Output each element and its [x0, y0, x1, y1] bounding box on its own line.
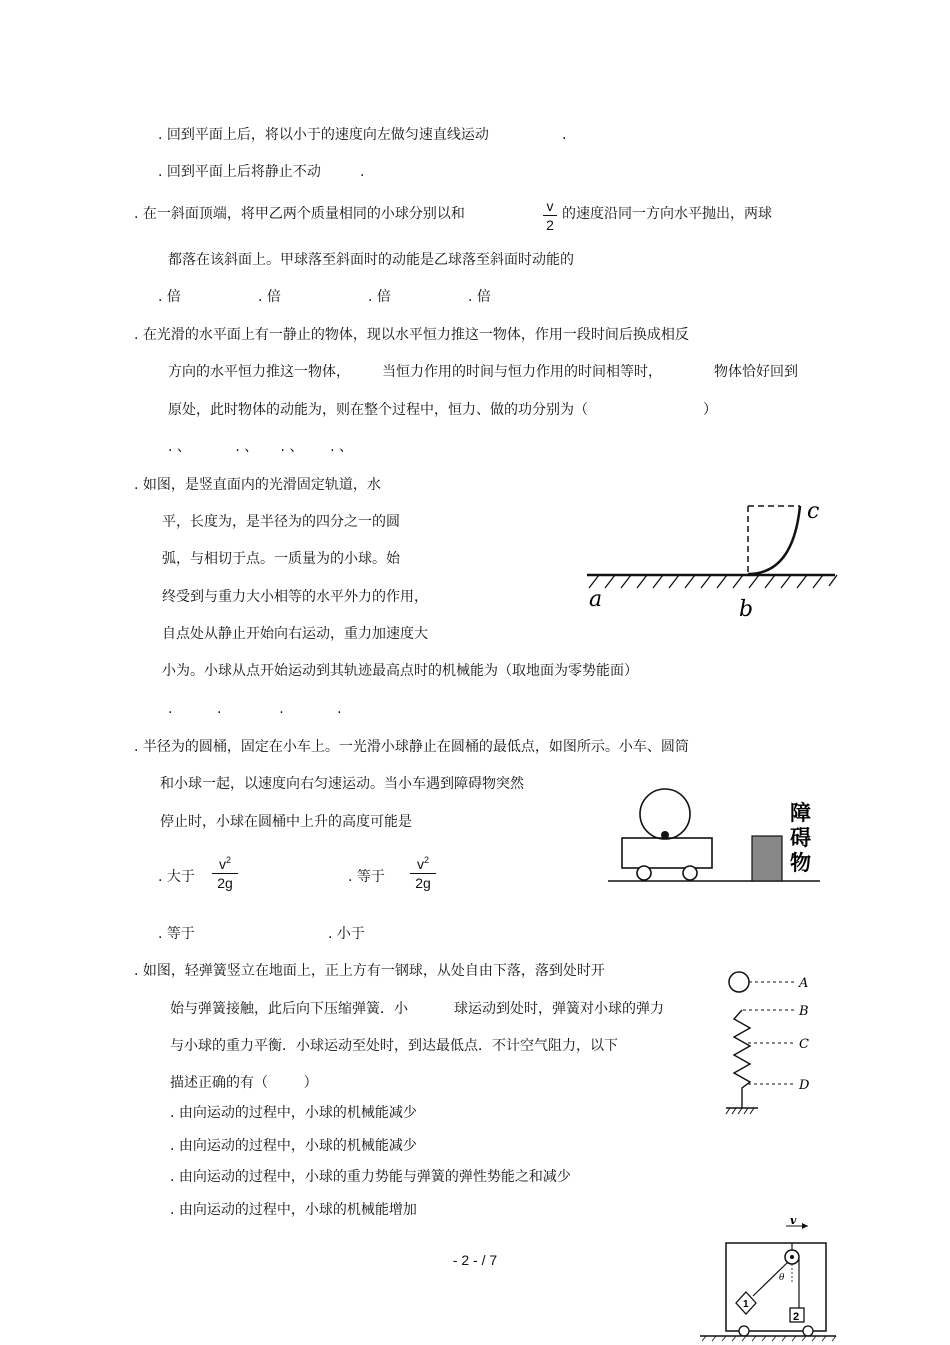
- question-7-option: . 由向运动的过程中，小球的机械能减少: [170, 1105, 417, 1121]
- question-5-options: . . . .: [168, 701, 342, 717]
- question-7-text: . 如图，轻弹簧竖立在地面上，正上方有一钢球，从处自由下落，落到处时开: [134, 963, 605, 979]
- obstacle-label: 障: [790, 801, 811, 825]
- question-5-text: . 如图，是竖直面内的光滑固定轨道，水: [134, 477, 381, 493]
- option-line-end: .: [562, 127, 567, 143]
- question-3-option: . 倍: [258, 289, 281, 305]
- question-7-option: . 由向运动的过程中，小球的机械能减少: [170, 1138, 417, 1154]
- question-7-text: 球运动到处时，弹簧对小球的弹力: [454, 1001, 664, 1017]
- question-3-option: . 倍: [468, 289, 491, 305]
- question-5-text: 平，长度为，是半径为的四分之一的圆: [162, 514, 400, 530]
- question-5-text: 弧，与相切于点。一质量为的小球。始: [162, 551, 400, 567]
- question-4-text: . 在光滑的水平面上有一静止的物体，现以水平恒力推这一物体，作用一段时间后换成相反: [134, 327, 689, 343]
- question-6-text: 停止时，小球在圆桶中上升的高度可能是: [160, 814, 412, 830]
- cart-figure: [606, 780, 826, 886]
- question-5-text: 终受到与重力大小相等的水平外力的作用，: [162, 589, 428, 605]
- question-6-text: 和小球一起，以速度向右匀速运动。当小车遇到障碍物突然: [160, 776, 524, 792]
- question-6-option: . 等于: [348, 869, 385, 885]
- track-figure: [585, 494, 840, 622]
- fraction-v2-over-2g: $v^2$ 2g: [212, 852, 238, 891]
- spring-figure: [722, 964, 822, 1120]
- question-3-option: . 倍: [158, 289, 181, 305]
- question-6-option: . 等于: [158, 926, 195, 942]
- label-A: A: [799, 976, 809, 991]
- question-4-text: 物体恰好回到: [714, 364, 798, 380]
- option-line: . 回到平面上后，将以小于的速度向左做匀速直线运动: [158, 127, 489, 143]
- question-7-text: 描述正确的有（ ）: [170, 1075, 318, 1091]
- question-3-text: 的速度沿同一方向水平抛出，两球: [562, 206, 772, 222]
- question-5-text: 自点处从静止开始向右运动，重力加速度大: [162, 626, 428, 642]
- question-4-text: 方向的水平恒力推这一物体，: [168, 364, 350, 380]
- label-B: B: [799, 1004, 809, 1019]
- label-theta: θ: [779, 1273, 785, 1283]
- question-7-text: 与小球的重力平衡．小球运动至处时，到达最低点．不计空气阻力，以下: [170, 1038, 618, 1054]
- question-5-text: 小为。小球从点开始运动到其轨迹最高点时的机械能为（取地面为零势能面）: [162, 663, 638, 679]
- obstacle-label: 物: [790, 851, 811, 875]
- option-line-end: .: [360, 164, 365, 180]
- fraction-v-over-2: v 2: [543, 198, 557, 233]
- label-a: a: [589, 587, 603, 612]
- label-1: 1: [743, 1299, 749, 1310]
- pulley-box-figure: [696, 1212, 842, 1342]
- question-3-option: . 倍: [368, 289, 391, 305]
- question-4-text: 原处，此时物体的动能为，则在整个过程中，恒力、做的功分别为（: [168, 402, 588, 418]
- label-D: D: [799, 1078, 810, 1093]
- fraction-v2-over-2g: $v^2$ 2g: [410, 852, 436, 891]
- obstacle-label: 碍: [790, 826, 811, 850]
- label-b: b: [739, 597, 754, 622]
- question-7-text: 始与弹簧接触，此后向下压缩弹簧．小: [170, 1001, 408, 1017]
- page-number: - 2 - / 7: [452, 1252, 498, 1268]
- label-2: 2: [793, 1311, 800, 1323]
- question-7-option: . 由向运动的过程中，小球的重力势能与弹簧的弹性势能之和减少: [170, 1169, 571, 1185]
- label-c: c: [807, 499, 820, 524]
- question-4-text: ）: [703, 402, 717, 418]
- question-6-option: . 小于: [328, 926, 365, 942]
- question-4-text: 当恒力作用的时间与恒力作用的时间相等时，: [382, 364, 662, 380]
- question-3-text: 都落在该斜面上。甲球落至斜面时的动能是乙球落至斜面时动能的: [168, 252, 574, 268]
- question-6-text: . 半径为的圆桶，固定在小车上。一光滑小球静止在圆桶的最低点，如图所示。小车、圆筒: [134, 739, 689, 755]
- label-v: v: [790, 1214, 797, 1227]
- question-4-options: . 、 . 、 . 、 . 、: [168, 439, 354, 455]
- label-C: C: [799, 1037, 809, 1052]
- question-7-option: . 由向运动的过程中，小球的机械能增加: [170, 1202, 417, 1218]
- option-line: . 回到平面上后将静止不动: [158, 164, 321, 180]
- question-6-option: . 大于: [158, 869, 195, 885]
- question-3-text: . 在一斜面顶端，将甲乙两个质量相同的小球分别以和: [134, 206, 465, 222]
